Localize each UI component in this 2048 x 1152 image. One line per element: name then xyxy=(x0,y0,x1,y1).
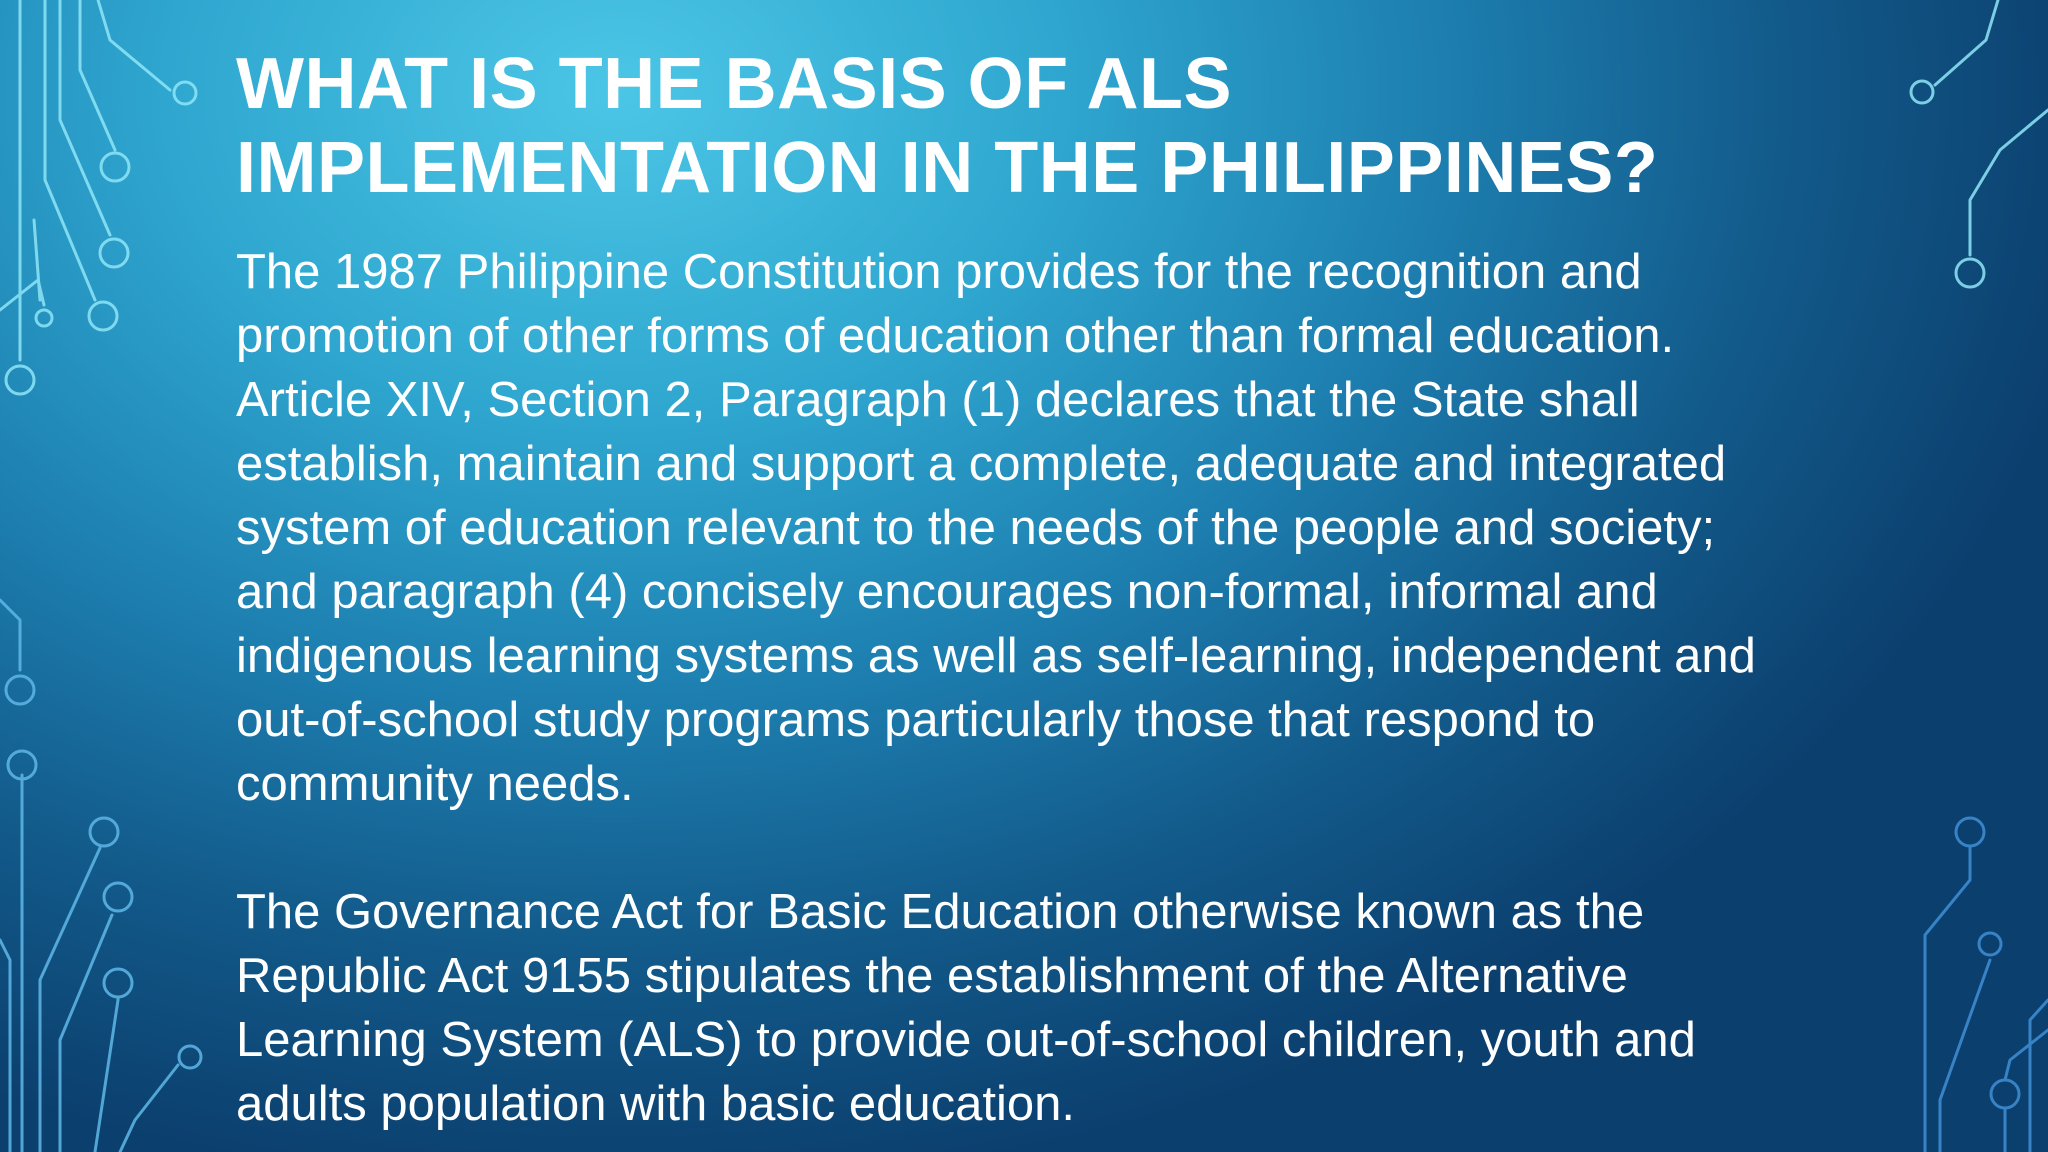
body-line: Article XIV, Section 2, Paragraph (1) declares that the State shall xyxy=(236,373,1640,427)
slide-title-line: IMPLEMENTATION IN THE PHILIPPINES? xyxy=(236,128,1659,208)
body-line: The Governance Act for Basic Education otherwise known as the xyxy=(236,885,1645,939)
slide-body xyxy=(236,240,1936,1136)
body-line: system of education relevant to the needs of the people and society; xyxy=(236,501,1716,555)
body-line: out-of-school study programs particularly those that respond to xyxy=(236,693,1596,747)
body-line: Learning System (ALS) to provide out-of-school children, youth and xyxy=(236,1013,1696,1067)
slide-title xyxy=(236,42,1956,210)
paragraph-governance-act xyxy=(236,880,1936,1136)
body-line: promotion of other forms of education other than formal education. xyxy=(236,309,1675,363)
body-line: and paragraph (4) concisely encourages non-formal, informal and xyxy=(236,565,1658,619)
paragraph-constitution xyxy=(236,240,1936,816)
body-line: community needs. xyxy=(236,757,634,811)
body-line: establish, maintain and support a complete, adequate and integrated xyxy=(236,437,1727,491)
slide-title-line: WHAT IS THE BASIS OF ALS xyxy=(236,44,1232,124)
body-line: indigenous learning systems as well as self-learning, independent and xyxy=(236,629,1756,683)
circuit-bottom-left xyxy=(0,600,201,1152)
circuit-bottom-right xyxy=(1925,818,2048,1152)
circuit-top-left xyxy=(0,0,196,394)
body-line: adults population with basic education. xyxy=(236,1077,1076,1131)
body-line: The 1987 Philippine Constitution provides for the recognition and xyxy=(236,245,1642,299)
body-line: Republic Act 9155 stipulates the establishment of the Alternative xyxy=(236,949,1628,1003)
